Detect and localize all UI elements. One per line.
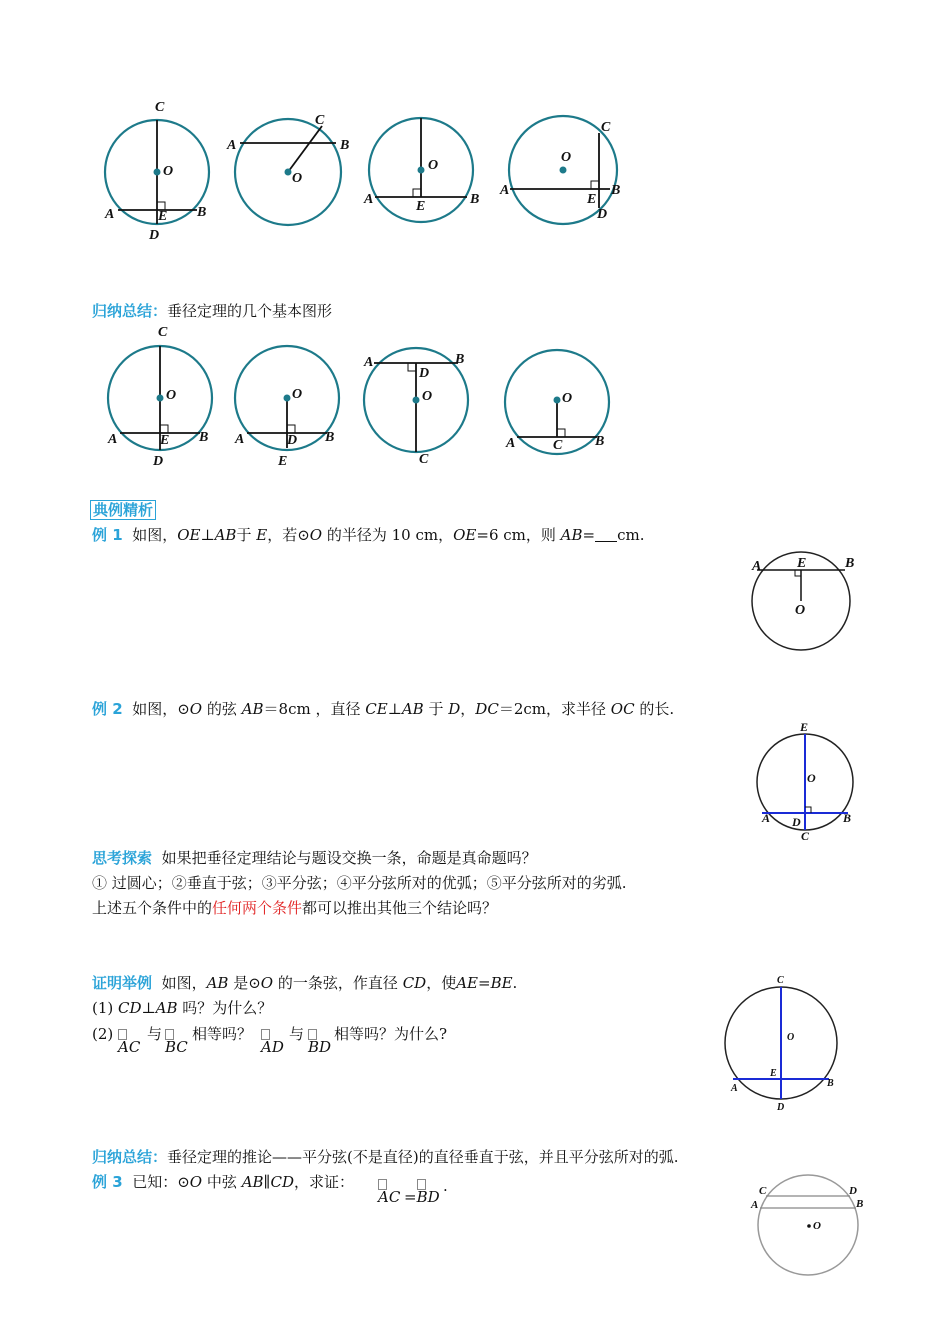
fig7-label-a: A <box>364 355 374 370</box>
var-ab: AB <box>560 526 583 544</box>
fig7-label-b: B <box>455 352 465 367</box>
text: 如图，⊙ <box>132 700 190 718</box>
fig5-label-b: B <box>199 430 209 445</box>
text: 的半径为 10 cm， <box>326 526 454 544</box>
text: ⊥ <box>387 700 402 718</box>
fig5-label-c: C <box>158 325 168 340</box>
var-o: O <box>189 700 203 718</box>
think-line2: ① 过圆心；②垂直于弦；③平分弦；④平分弦所对的优弧；⑤平分弦所对的劣弧. <box>92 874 627 892</box>
text: 如图， <box>132 526 178 544</box>
ex2-label-o: O <box>807 771 816 785</box>
arc-bd: BD <box>308 1038 332 1056</box>
ex2-label-c: C <box>801 829 810 843</box>
var-aebe: AE=BE <box>456 974 513 992</box>
text: (2) <box>92 1025 114 1043</box>
text: ＝8cm ，直径 <box>263 700 361 718</box>
fig8-label-b: B <box>595 434 605 449</box>
summary2-text: 垂径定理的推论——平分弦(不是直径)的直径垂直于弦，并且平分弦所对的弧. <box>167 1148 679 1166</box>
summary1-label: 归纳总结： <box>92 302 168 320</box>
ex1-label-b: B <box>845 556 855 571</box>
var-ab: AB <box>241 700 264 718</box>
ex1-label-e: E <box>797 556 807 571</box>
example3-label: 例 3 <box>92 1173 123 1191</box>
text: ，若⊙ <box>267 526 310 544</box>
example1-label: 例 1 <box>92 526 123 544</box>
proof-label-e: E <box>770 1068 777 1079</box>
proof-label-b: B <box>827 1078 834 1089</box>
fig6-label-a: A <box>235 432 245 447</box>
text: = <box>582 526 596 544</box>
fig7-label-o: O <box>422 389 433 404</box>
ex1-label-a: A <box>752 559 762 574</box>
summary1-text: 垂径定理的几个基本图形 <box>167 302 333 320</box>
var-ab: AB <box>155 999 178 1017</box>
text: 是⊙ <box>233 974 261 992</box>
proof-label-a: A <box>731 1083 738 1094</box>
text: ，求证： <box>293 1173 354 1191</box>
ex2-label-b: B <box>843 811 852 825</box>
var-o: O <box>260 974 274 992</box>
text: 的弦 <box>206 700 237 718</box>
text: ⊥ <box>141 999 156 1017</box>
fig5-label-a: A <box>108 432 118 447</box>
highlight-text: 任何两个条件 <box>212 899 303 917</box>
fig3-label-e: E <box>416 199 426 214</box>
proof-with2: 与 <box>289 1025 305 1043</box>
var-ab-parallel-cd: AB∥CD <box>241 1173 294 1191</box>
fig2-label-b: B <box>340 138 350 153</box>
text: 已知：⊙ <box>132 1173 190 1191</box>
arc-ac: AC <box>378 1188 401 1206</box>
var-cd: CD <box>402 974 427 992</box>
fig4-label-o: O <box>561 150 572 165</box>
text: . <box>512 974 518 992</box>
text: ＝2cm，求半径 <box>498 700 606 718</box>
fig1-label-b: B <box>197 205 207 220</box>
text: (1) <box>92 999 119 1017</box>
var-oc: OC <box>610 700 635 718</box>
var-oe: OE <box>453 526 477 544</box>
fig8-label-o: O <box>562 391 573 406</box>
fig1-label-a: A <box>105 207 115 222</box>
text: 于 <box>236 526 252 544</box>
think-question: 如果把垂径定理结论与题设交换一条，命题是真命题吗？ <box>161 849 537 867</box>
proof-label: 证明举例 <box>92 974 153 992</box>
text: 上述五个条件中的 <box>92 899 213 917</box>
ex2-label-a: A <box>762 811 771 825</box>
arc-bc: BC <box>165 1038 188 1056</box>
fig4-label-b: B <box>611 183 621 198</box>
text: ， <box>460 700 476 718</box>
ex3-label-o: O <box>813 1220 821 1232</box>
section-label: 典例精析 <box>90 500 156 520</box>
fig3-label-o: O <box>428 158 439 173</box>
arc-ac: AC <box>118 1038 141 1056</box>
var-dc: DC <box>475 700 499 718</box>
fig1-label-e: E <box>158 209 168 224</box>
ex3-label-a: A <box>751 1199 759 1211</box>
proof-label-d: D <box>777 1102 785 1113</box>
ex3-label-c: C <box>759 1185 767 1197</box>
var-o: O <box>309 526 323 544</box>
fig7-label-c: C <box>419 452 429 467</box>
think-label: 思考探索 <box>92 849 153 867</box>
proof-equal2: 相等吗？为什么? <box>334 1025 448 1043</box>
fig1-label-c: C <box>155 100 165 115</box>
fig3-label-a: A <box>364 192 374 207</box>
var-cd: CD <box>118 999 142 1017</box>
fig4-label-e: E <box>587 192 597 207</box>
ex1-label-o: O <box>795 603 806 618</box>
fig4-label-c: C <box>601 120 611 135</box>
text: 的长. <box>639 700 675 718</box>
summary2-label: 归纳总结： <box>92 1148 168 1166</box>
var-e: E <box>256 526 268 544</box>
text: 都可以推出其他三个结论吗？ <box>302 899 498 917</box>
var-d: D <box>448 700 461 718</box>
fig2-label-a: A <box>227 138 237 153</box>
fig5-label-d: D <box>153 454 164 469</box>
text: cm. <box>617 526 645 544</box>
ex3-label-b: B <box>856 1198 864 1210</box>
text: ，使 <box>426 974 457 992</box>
fig1-label-o: O <box>163 164 174 179</box>
fig3-label-b: B <box>470 192 480 207</box>
arc-ad: AD <box>261 1038 284 1056</box>
var-ab: AB <box>206 974 229 992</box>
example2-label: 例 2 <box>92 700 123 718</box>
ex2-label-d: D <box>792 815 801 829</box>
fig1-label-d: D <box>149 228 160 243</box>
fig2-label-o: O <box>292 171 303 186</box>
fig6-label-d: D <box>287 433 298 448</box>
ex3-label-d: D <box>849 1185 857 1197</box>
var-o: O <box>189 1173 203 1191</box>
fig7-label-d: D <box>419 366 430 381</box>
text: = <box>404 1188 417 1206</box>
fig6-label-o: O <box>292 387 303 402</box>
text: =6 cm，则 <box>476 526 556 544</box>
fig2-label-c: C <box>315 113 325 128</box>
var-ce: CE <box>365 700 388 718</box>
var-oe: OE <box>177 526 201 544</box>
fig6-label-b: B <box>325 430 335 445</box>
text: 的一条弦，作直径 <box>277 974 398 992</box>
var-ab: AB <box>214 526 237 544</box>
arc-bd: BD <box>416 1188 440 1206</box>
fig6-label-e: E <box>278 454 288 469</box>
text: 中弦 <box>206 1173 237 1191</box>
proof-equal1: 相等吗？ <box>192 1025 253 1043</box>
fig5-label-e: E <box>160 433 170 448</box>
ex2-label-e: E <box>800 720 809 734</box>
fig8-label-a: A <box>506 436 516 451</box>
fig5-label-o: O <box>166 388 177 403</box>
proof-label-o: O <box>787 1032 795 1043</box>
fig8-label-c: C <box>553 438 563 453</box>
text: 于 <box>428 700 444 718</box>
proof-with1: 与 <box>147 1025 163 1043</box>
proof-label-c: C <box>777 975 784 986</box>
example3-period: . <box>443 1177 448 1195</box>
text: 吗？为什么？ <box>182 999 273 1017</box>
text: 如图， <box>161 974 207 992</box>
var-ab: AB <box>401 700 424 718</box>
fig4-label-a: A <box>500 183 510 198</box>
fig4-label-d: D <box>597 207 608 222</box>
text: ⊥ <box>200 526 215 544</box>
